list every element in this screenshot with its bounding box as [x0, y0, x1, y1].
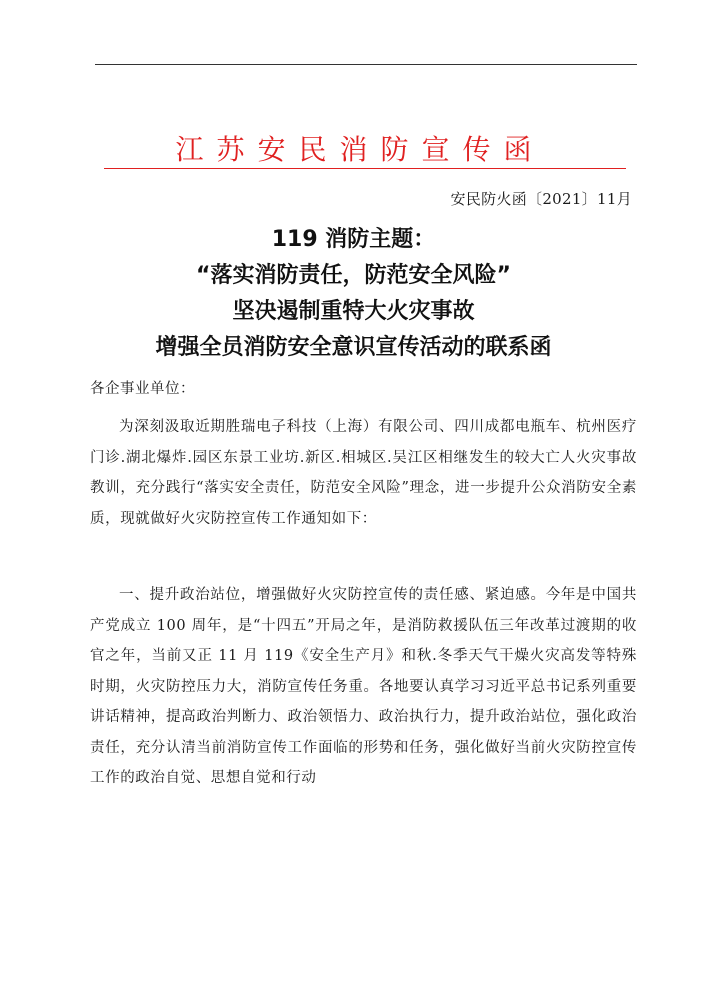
title-line-3: 坚决遏制重特大火灾事故: [232, 299, 475, 324]
top-divider: [95, 64, 637, 65]
letterhead-title: 江苏安民消防宣传函: [175, 133, 545, 166]
document-title: [0, 222, 707, 366]
addressee: 各企事业单位：: [90, 381, 195, 397]
body-paragraph-intro: 为深刻汲取近期胜瑞电子科技（上海）有限公司、四川成都电瓶车、杭州医疗门诊.湖北爆炸.园区东景工业坊.新区.相城区.吴江区相继发生的较大亡人火灾事故教训，充分践行“落实安全责任，防范安全风险”理念，进一步提升公众消防安全素质，现就做好火灾防控宣传工作通知如下：: [90, 419, 637, 527]
document-number: 安民防火函〔2021〕11月: [450, 190, 632, 208]
letterhead-red-rule: [104, 168, 626, 169]
body-paragraph-section-1: 一、提升政治站位，增强做好火灾防控宣传的责任感、紧迫感。今年是中国共产党成立 100 周年，是“十四五”开局之年，是消防救援队伍三年改革过渡期的收官之年，当前又正 11 月 119《安全生产月》和秋.冬季天气干燥火灾高发等特殊时期，火灾防控压力大，消防宣传任务重。各地要认真学习习近平总书记系列重要讲话精神，提高政治判断力、政治领悟力、政治执行力，提升政治站位，强化政治责任，充分认清当前消防宣传工作面临的形势和任务，强化做好当前火灾防控宣传工作的政治自觉、思想自觉和行动: [90, 587, 637, 786]
title-line-4: 增强全员消防安全意识宣传活动的联系函: [155, 335, 552, 360]
title-line-2: “落实消防责任，防范安全风险”: [196, 263, 511, 288]
title-line-1: 119 消防主题：: [271, 227, 436, 252]
